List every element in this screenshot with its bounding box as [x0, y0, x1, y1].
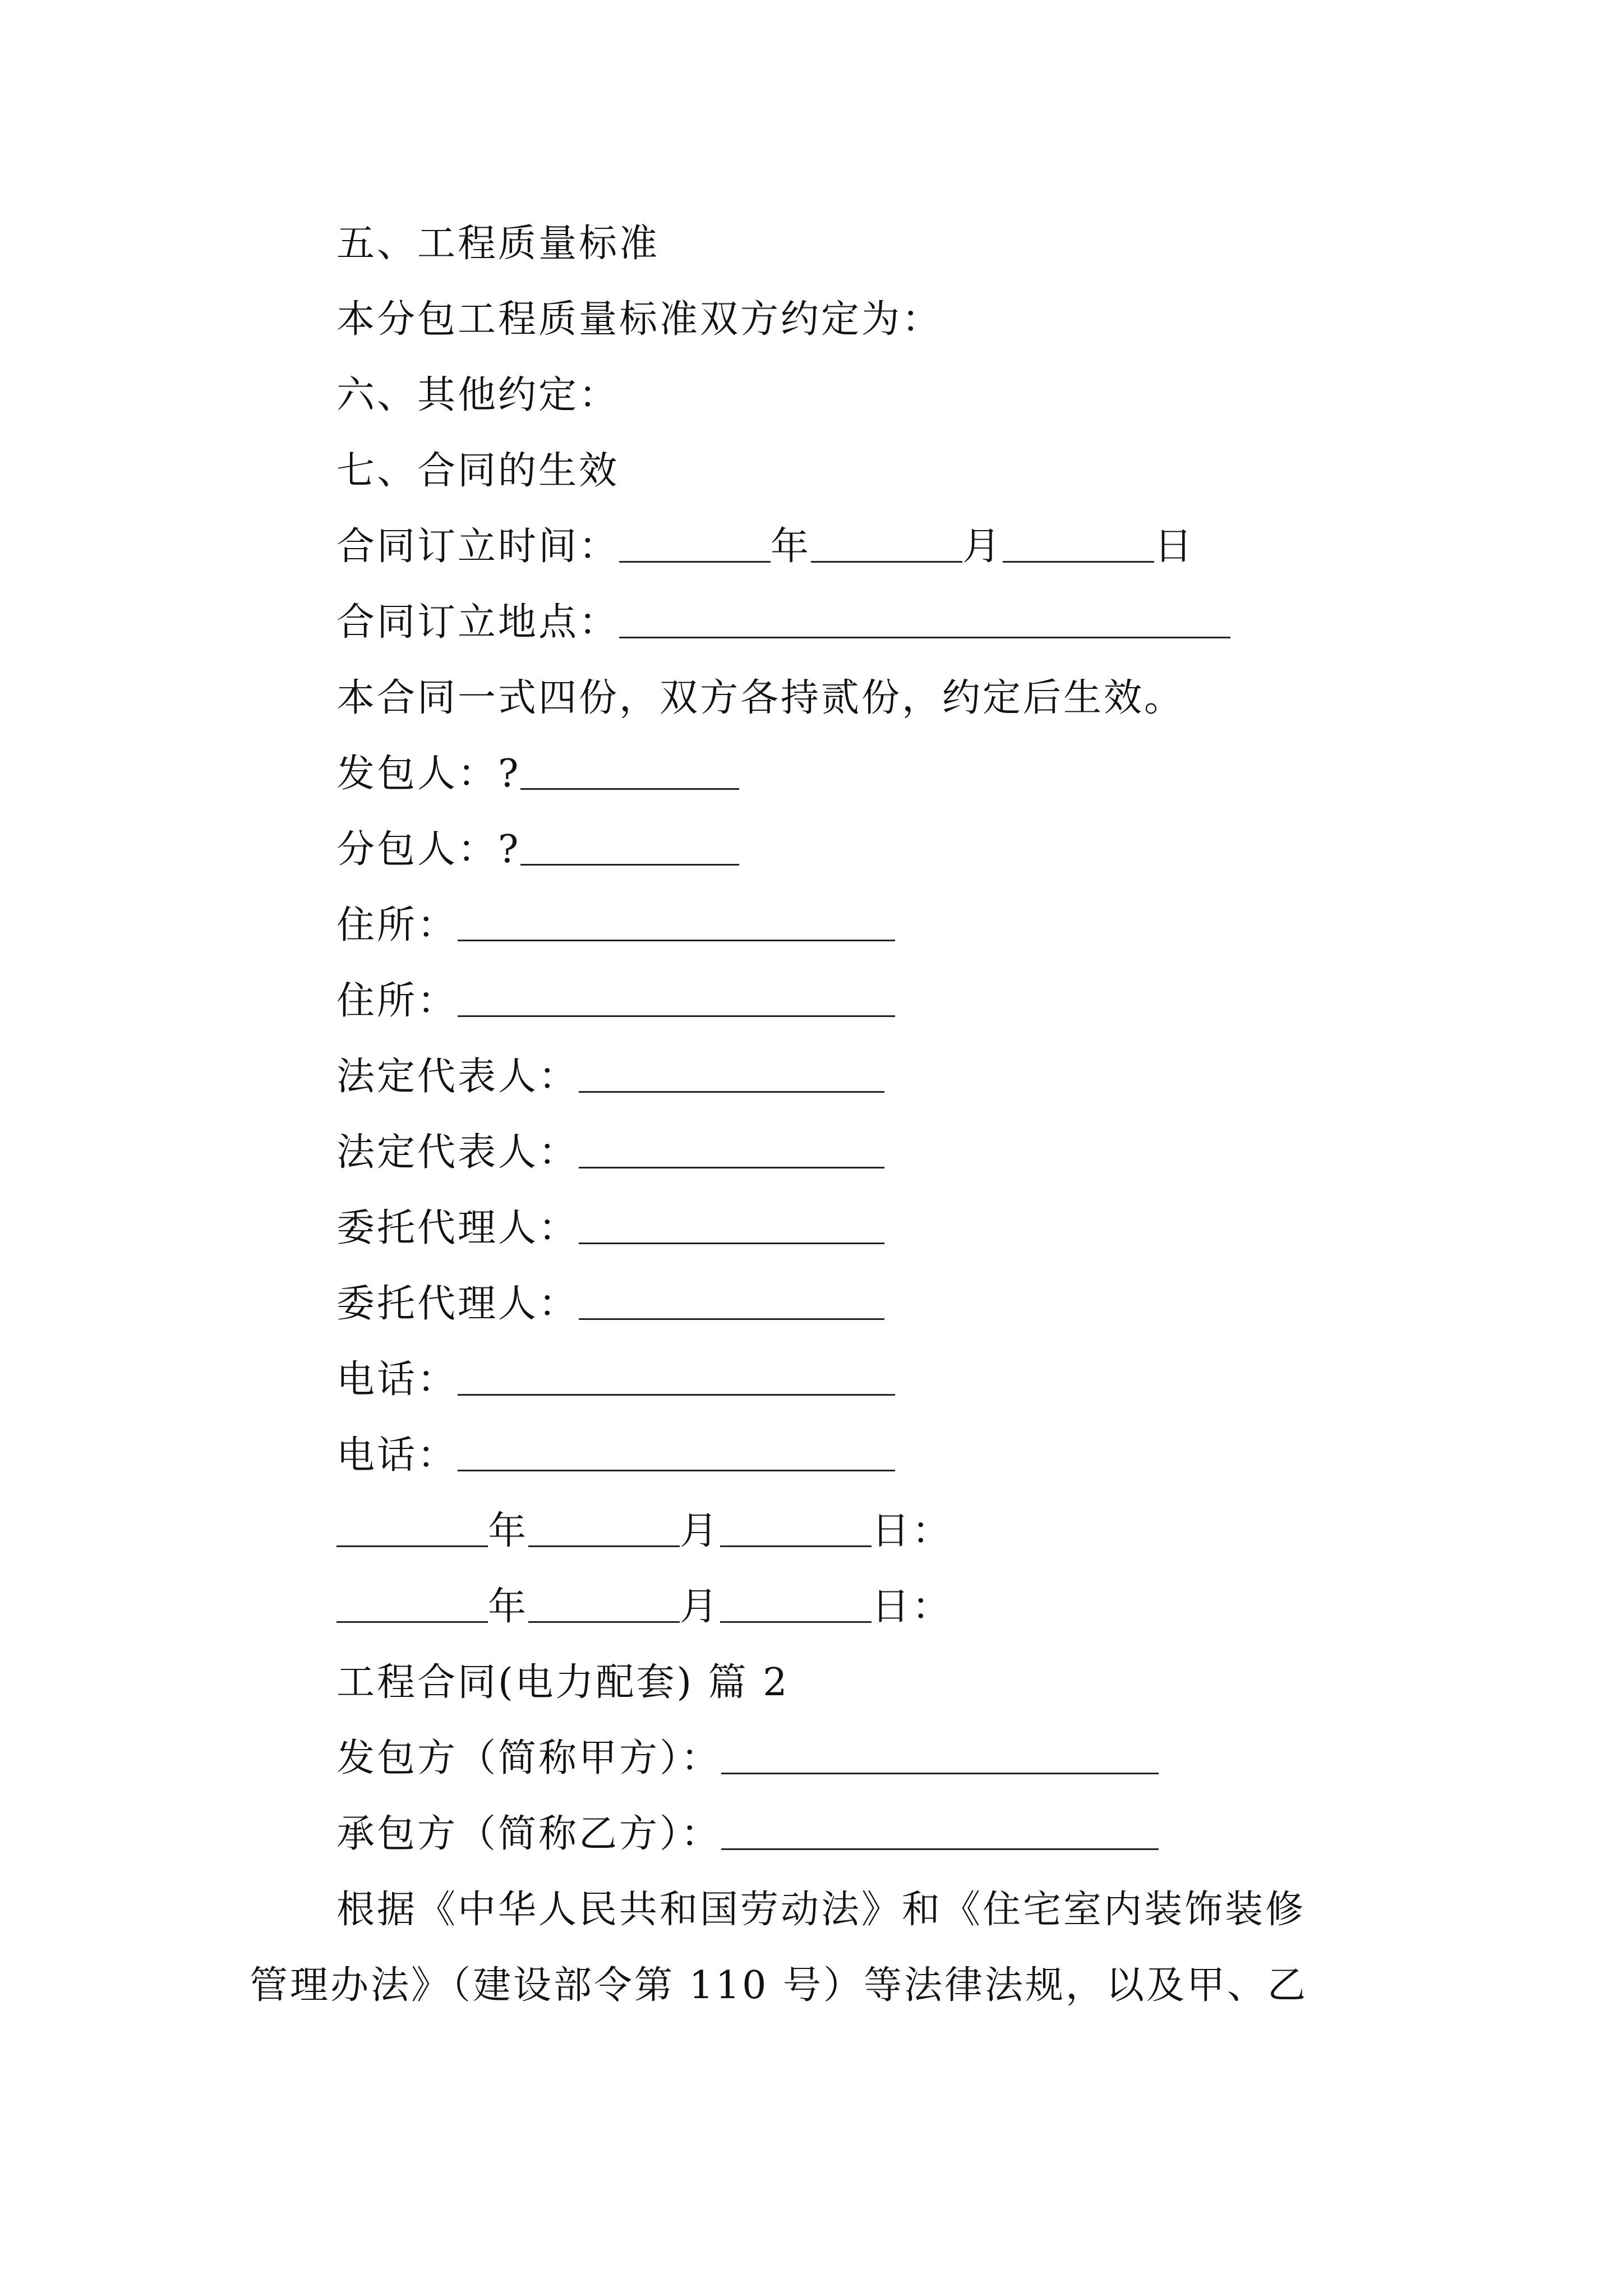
sign-date-row-2	[336, 1585, 952, 1630]
party-a-label: 发包方（简称甲方）：	[336, 1736, 722, 1780]
year-label: 年	[771, 524, 811, 569]
section-two-title: 工程合同(电力配套) 篇 2	[336, 1660, 790, 1705]
legal-rep-label: 法定代表人：	[336, 1055, 579, 1099]
address-row-2	[336, 979, 895, 1024]
copies-text: 本合同一式四份，双方各持贰份，约定后生效。	[336, 676, 1185, 720]
section-seven-heading: 七、合同的生效	[336, 449, 620, 493]
day-label: 日：	[872, 1509, 953, 1553]
party-b-row	[336, 1812, 1159, 1857]
legal-rep-row-2	[336, 1130, 884, 1175]
section-six-heading: 六、其他约定：	[336, 373, 620, 417]
month-label: 月	[680, 1509, 721, 1553]
place-blank[interactable]	[619, 634, 1230, 638]
phone-row-2	[336, 1433, 895, 1478]
agent-blank[interactable]	[579, 1240, 884, 1244]
day-blank[interactable]	[1003, 559, 1154, 563]
day-label: 日：	[872, 1585, 953, 1629]
month-blank[interactable]	[528, 1543, 680, 1547]
sign-date-row-1	[336, 1509, 952, 1554]
year-blank[interactable]	[619, 559, 771, 563]
party-b-blank[interactable]	[721, 1846, 1159, 1850]
party-b-label: 承包方（简称乙方）：	[336, 1812, 722, 1856]
legal-rep-blank[interactable]	[579, 1165, 884, 1168]
agent-label: 委托代理人：	[336, 1282, 579, 1326]
quality-standard-text: 本分包工程质量标准双方约定为：	[336, 297, 943, 342]
year-label: 年	[488, 1585, 529, 1629]
phone-blank[interactable]	[458, 1392, 895, 1396]
agent-blank[interactable]	[579, 1316, 884, 1320]
legal-rep-label: 法定代表人：	[336, 1130, 579, 1175]
agent-row-2	[336, 1282, 884, 1327]
contract-place-row	[336, 600, 1230, 645]
subcontractor-row	[336, 827, 739, 872]
contract-date-row	[336, 524, 1195, 569]
agent-label: 委托代理人：	[336, 1206, 579, 1250]
address-label: 住所：	[336, 979, 458, 1023]
address-label: 住所：	[336, 903, 458, 947]
party-a-row	[336, 1736, 1159, 1781]
contract-place-label: 合同订立地点：	[336, 600, 620, 645]
phone-row-1	[336, 1358, 895, 1402]
employer-label: 发包人：?	[336, 752, 521, 796]
month-blank[interactable]	[528, 1619, 680, 1623]
contract-date-label: 合同订立时间：	[336, 524, 620, 569]
address-row-1	[336, 903, 895, 948]
year-blank[interactable]	[336, 1619, 488, 1623]
legal-rep-blank[interactable]	[579, 1089, 884, 1093]
year-label: 年	[488, 1509, 529, 1553]
subcontractor-blank[interactable]	[520, 862, 739, 866]
paragraph-line-2: 管理办法》（建设部令第 110 号）等法律法规，以及甲、乙	[250, 1963, 1308, 2008]
agent-row-1	[336, 1206, 884, 1251]
party-a-blank[interactable]	[721, 1770, 1159, 1774]
month-label: 月	[962, 524, 1003, 569]
phone-label: 电话：	[336, 1358, 458, 1402]
paragraph-line-1: 根据《中华人民共和国劳动法》和《住宅室内装饰装修	[336, 1888, 1306, 1932]
day-blank[interactable]	[720, 1619, 872, 1623]
phone-label: 电话：	[336, 1433, 458, 1478]
month-blank[interactable]	[811, 559, 962, 563]
address-blank[interactable]	[458, 1013, 895, 1017]
month-label: 月	[680, 1585, 721, 1629]
section-five-heading: 五、工程质量标准	[336, 222, 660, 266]
subcontractor-label: 分包人：?	[336, 827, 521, 872]
day-blank[interactable]	[720, 1543, 872, 1547]
employer-blank[interactable]	[520, 786, 739, 790]
phone-blank[interactable]	[458, 1467, 895, 1471]
year-blank[interactable]	[336, 1543, 488, 1547]
day-label: 日	[1154, 524, 1195, 569]
legal-rep-row-1	[336, 1055, 884, 1099]
address-blank[interactable]	[458, 937, 895, 941]
employer-row	[336, 752, 739, 797]
